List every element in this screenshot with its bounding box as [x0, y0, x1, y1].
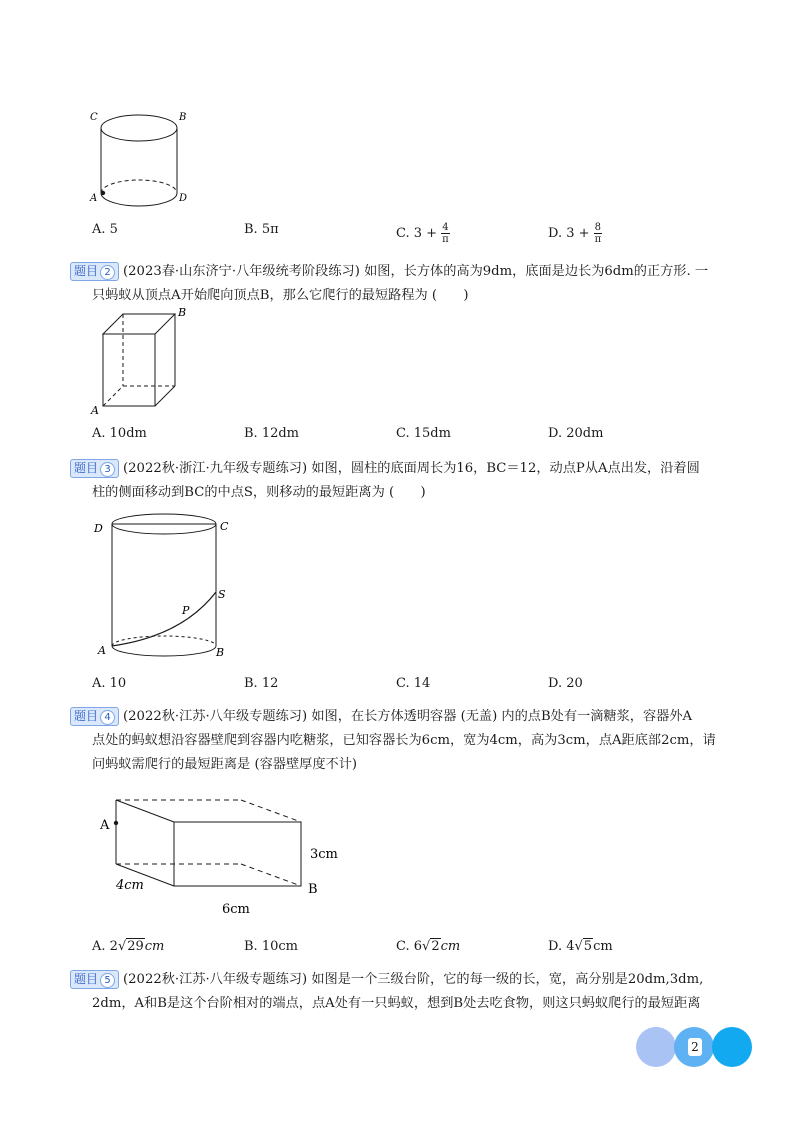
q1-option-d-den: π: [594, 234, 602, 245]
q4-options: [92, 939, 732, 965]
q1-options: [92, 222, 732, 248]
q1-label-a: A: [90, 193, 98, 204]
q3-line-1: [70, 457, 730, 481]
q5-text-2: 2dm，A和B是这个台阶相对的端点，点A处有一只蚂蚁，想到B处去吃食物，则这只蚂蚁爬行的最短距离: [92, 996, 701, 1011]
q5-line-1: [70, 968, 730, 992]
q4-option-d-radicand: 5: [583, 939, 593, 954]
q4-option-a-unit: cm: [144, 939, 165, 954]
q4-label-b: B: [308, 882, 318, 897]
q4-label-height: 3cm: [310, 847, 338, 862]
q3-label-a: A: [98, 644, 106, 657]
q2-cuboid-figure: [88, 304, 198, 416]
q3-option-a[interactable]: A. 10: [92, 676, 127, 691]
q2-text-1: (2023春·山东济宁·八年级统考阶段练习) 如图，长方体的高为9dm，底面是边长为6dm的正方形. 一: [123, 264, 709, 279]
q3-option-c[interactable]: C. 14: [396, 676, 431, 691]
q2-option-d[interactable]: D. 20dm: [548, 426, 604, 441]
q4-question: [70, 705, 730, 777]
q1-option-c-text: C. 3 +: [396, 226, 438, 241]
q4-tag-label: 题目: [74, 709, 99, 723]
q1-label-c: C: [90, 112, 98, 123]
q2-option-c[interactable]: C. 15dm: [396, 426, 451, 441]
q2-label-a: A: [91, 404, 99, 416]
q4-label-width: 4cm: [116, 878, 144, 893]
q4-tag-number: 4: [100, 710, 115, 725]
q2-options: [92, 426, 732, 452]
q5-tag-number: 5: [100, 973, 115, 988]
q4-container-figure: [96, 792, 356, 920]
q3-text-1: (2022秋·浙江·九年级专题练习) 如图，圆柱的底面周长为16，BC＝12，动点P从A点出发，沿着圆: [123, 461, 700, 476]
q3-option-d[interactable]: D. 20: [548, 676, 583, 691]
q1-option-d[interactable]: [548, 222, 602, 245]
q1-label-b: B: [179, 112, 187, 123]
q1-option-c-den: π: [442, 234, 449, 245]
q2-question: [70, 260, 730, 308]
q4-text-1: (2022秋·江苏·八年级专题练习) 如图，在长方体透明容器 (无盖) 内的点B处有一滴糖浆，容器外A: [123, 709, 693, 724]
q1-option-c[interactable]: [396, 222, 450, 245]
q2-tag-number: 2: [100, 265, 115, 280]
q4-option-c-pre: C. 6: [396, 939, 423, 954]
q4-option-a[interactable]: A. 2√29cm: [92, 939, 165, 954]
pager-left-circle: [636, 1027, 676, 1067]
q4-option-c-radicand: 2: [431, 939, 440, 954]
q5-question: [70, 968, 730, 1016]
q4-label-a: A: [100, 818, 110, 833]
q3-label-c: C: [220, 520, 229, 533]
q3-tag-label: 题目: [74, 461, 99, 475]
q3-label-p: P: [182, 604, 190, 617]
q4-text-2: 点处的蚂蚁想沿容器壁爬到容器内吃糖浆，已知容器长为6cm，宽为4cm，高为3cm，点A距底部2cm，请: [92, 733, 716, 748]
q4-option-a-radicand: 29: [127, 939, 144, 954]
q4-option-d-unit: cm: [593, 939, 613, 954]
q4-label-length: 6cm: [222, 902, 250, 917]
q3-question: [70, 457, 730, 505]
q4-tag: [70, 707, 119, 726]
q3-option-b[interactable]: B. 12: [244, 676, 279, 691]
q1-cylinder-figure: [88, 100, 198, 210]
q4-option-b[interactable]: B. 10cm: [244, 939, 298, 954]
q2-tag: [70, 262, 119, 281]
q2-option-b[interactable]: B. 12dm: [244, 426, 300, 441]
q2-line-1: [70, 260, 730, 284]
q1-option-d-text: D. 3 +: [548, 226, 590, 241]
q3-text-2: 柱的侧面移动到BC的中点S，则移动的最短距离为 ( ): [92, 485, 426, 500]
q5-tag: [70, 970, 119, 989]
q5-tag-label: 题目: [74, 972, 99, 986]
q4-line-1: [70, 705, 730, 729]
q2-option-a[interactable]: A. 10dm: [92, 426, 147, 441]
q1-option-b[interactable]: B. 5π: [244, 222, 279, 237]
q1-option-c-num: 4: [442, 222, 449, 233]
q4-option-c[interactable]: C. 6√2cm: [396, 939, 461, 954]
pager-right-circle: [712, 1027, 752, 1067]
q3-options: [92, 676, 732, 702]
q3-tag: [70, 459, 119, 478]
q3-label-b: B: [216, 646, 225, 659]
q4-option-d[interactable]: D. 4√5cm: [548, 939, 613, 954]
q2-tag-label: 题目: [74, 264, 99, 278]
q3-cylinder-figure: [92, 508, 242, 664]
q3-label-s: S: [218, 588, 226, 601]
q1-label-d: D: [179, 193, 188, 204]
q1-option-a[interactable]: A. 5: [92, 222, 118, 237]
q4-option-a-pre: A. 2: [92, 939, 118, 954]
q4-text-3: 问蚂蚁需爬行的最短距离是 (容器壁厚度不计): [92, 757, 358, 772]
q3-tag-number: 3: [100, 462, 115, 477]
q4-option-d-pre: D. 4: [548, 939, 575, 954]
q2-text-2: 只蚂蚁从顶点A开始爬向顶点B，那么它爬行的最短路程为 ( ): [92, 288, 469, 303]
q3-label-d: D: [94, 522, 103, 535]
q1-option-d-num: 8: [594, 222, 602, 233]
q4-option-c-unit: cm: [440, 939, 461, 954]
page-number: 2: [688, 1038, 702, 1056]
q5-text-1: (2022秋·江苏·八年级专题练习) 如图是一个三级台阶，它的每一级的长，宽，高分别是20dm,3dm,: [123, 972, 704, 987]
q2-label-b: B: [178, 306, 187, 319]
page-number-badge: [636, 1027, 752, 1071]
q1-option-d-fraction: [594, 222, 602, 245]
q1-option-c-fraction: [441, 222, 449, 245]
